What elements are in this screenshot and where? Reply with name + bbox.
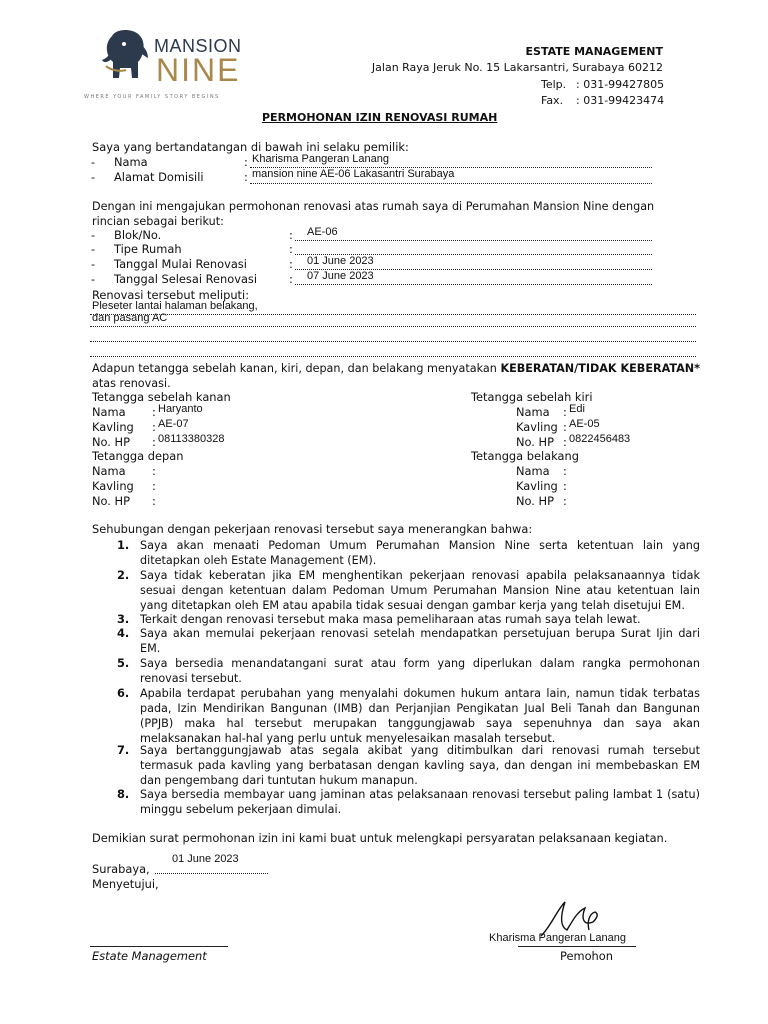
scope-line-1 [90,314,696,315]
neighbor-right-hp-value: 08113380328 [158,433,225,445]
date-line [155,873,268,874]
detail-value: 07 June 2023 [307,270,374,282]
neighbors-intro-2: atas renovasi. [92,377,171,390]
scope-label: Renovasi tersebut meliputi: [92,288,250,302]
document-title: PERMOHONAN IZIN RENOVASI RUMAH [262,111,498,124]
date-value: 01 June 2023 [172,853,239,865]
approved-label: Menyetujui, [92,877,159,891]
request-text: Dengan ini mengajukan permohonan renovasi atas rumah saya di Perumahan Mansion Nine dengan rincian sebagai berikut: [92,200,655,228]
closing-text: Demikian surat permohonan izin ini kami buat untuk melengkapi persyaratan pelaksanaan kegiatan. [92,831,668,845]
statement-text: Saya bersedia menandatangani surat atau form yang diperlukan dalam rangka permohonan renovasi tersebut. [140,657,700,685]
neighbor-back-name-colon: : [563,464,567,478]
estate-signature-line [90,946,228,947]
logo-text-mansion: MANSION [154,36,242,56]
logo-tagline: WHERE YOUR FAMILY STORY BEGINS [84,94,220,100]
scope-line-2 [90,326,696,327]
statement-number: 7. [117,743,130,757]
detail-colon: : [289,242,293,256]
neighbors-intro [92,361,700,391]
neighbor-left-hp-value: 0822456483 [569,433,631,445]
neighbor-left-name-colon: : [563,405,567,419]
neighbor-right-name-label: Nama [92,405,126,419]
statement-number: 2. [117,568,130,582]
statement-text: Saya akan memulai pekerjaan renovasi setelah mendapatkan persetujuan berupa Surat Ijin dari EM. [140,627,700,655]
applicant-label: Pemohon [560,949,613,963]
scope-line-4 [90,356,696,357]
statement-intro: Sehubungan dengan pekerjaan renovasi tersebut saya menerangkan bahwa: [92,522,533,536]
neighbor-front-name-label: Nama [92,464,126,478]
neighbor-right-kavling-label: Kavling [92,420,134,434]
detail-value: AE-06 [307,226,338,238]
neighbor-right-kavling-colon: : [152,420,156,434]
neighbor-right-heading: Tetangga sebelah kanan [92,390,231,404]
neighbor-left-kavling-colon: : [563,420,567,434]
owner-name-value: Kharisma Pangeran Lanang [252,153,389,165]
neighbor-right-hp-label: No. HP [92,435,130,449]
owner-address-bullet: - [91,170,96,184]
header-fax-label: Fax. [541,94,564,107]
statement-text: Saya akan menaati Pedoman Umum Perumahan Mansion Nine serta ketentuan lain yang ditetapkan oleh Estate Management (EM). [140,539,700,567]
neighbor-right-name-value: Haryanto [158,403,203,415]
statement-number: 4. [117,626,130,640]
neighbor-left-hp-colon: : [563,435,567,449]
header-telp-label: Telp. [541,78,567,91]
neighbor-right-name-colon: : [152,405,156,419]
header-telp-value: : 031-99427805 [576,78,665,91]
neighbor-back-heading: Tetangga belakang [471,449,579,463]
neighbor-right-hp-colon: : [152,435,156,449]
neighbor-back-name-label: Nama [516,464,550,478]
statement-number: 6. [117,686,130,700]
statement-number: 8. [117,787,130,801]
statement-text: Apabila terdapat perubahan yang menyalahi dokumen hukum antara lain, namun tidak terbatas pada, Izin Mendirikan Bangunan (IMB) dan Perjanjian Pengikatan Jual Beli Tanah dan Bangunan (PPJB) maka hal tersebut merupakan tanggungjawab saya sepenuhnya dan saya akan melaksanakan hal-hal yang perlu untuk menyelesaikan masalah tersebut. [140,687,700,745]
detail-bullet: - [91,272,96,286]
statement-text: Saya tidak keberatan jika EM menghentikan pekerjaan renovasi apabila pelaksanaannya tidak sesuai dengan ketentuan dalam Pedoman Umum Perumahan Mansion Nine atau ketentuan lain yang ditetapkan oleh EM atau apabila tidak sesuai dengan gambar kerja yang telah disetujui EM. [140,569,700,612]
owner-address-colon: : [244,170,248,184]
neighbor-front-name-colon: : [152,464,156,478]
neighbor-left-name-label: Nama [516,405,550,419]
owner-address-value: mansion nine AE-06 Lakasantri Surabaya [252,168,455,180]
owner-address-label: Alamat Domisili [114,170,204,184]
statement-text: Saya bertanggungjawab atas segala akibat yang ditimbulkan dari renovasi rumah tersebut termasuk pada kavling yang berbatasan dengan kavling saya, dan dengan ini membebaskan EM dan pengembang dari tuntutan hukum manapun. [140,744,700,787]
neighbor-back-kavling-colon: : [563,479,567,493]
statement-text: Terkait dengan renovasi tersebut maka masa pemeliharaan atas rumah saya telah lewat. [140,613,641,626]
detail-line [295,284,652,285]
detail-colon: : [289,257,293,271]
neighbor-front-heading: Tetangga depan [92,449,184,463]
owner-name-colon: : [244,155,248,169]
scope-value-line-2: dan pasang AC [92,312,168,324]
neighbors-intro-bold: KEBERATAN/TIDAK KEBERATAN* [500,362,701,375]
neighbor-front-hp-label: No. HP [92,494,130,508]
neighbor-back-hp-colon: : [563,494,567,508]
detail-bullet: - [91,257,96,271]
header-address: Jalan Raya Jeruk No. 15 Lakarsantri, Surabaya 60212 [371,61,663,74]
neighbor-right-kavling-value: AE-07 [158,418,189,430]
applicant-signature-line [518,946,636,947]
detail-label: Tipe Rumah [114,242,182,256]
detail-colon: : [289,272,293,286]
scope-value-line-1: Pleseter lantai halaman belakang, [92,300,258,312]
neighbor-front-kavling-label: Kavling [92,479,134,493]
owner-address-line [250,183,652,184]
detail-bullet: - [91,242,96,256]
neighbor-front-kavling-colon: : [152,479,156,493]
detail-value: 01 June 2023 [307,255,374,267]
header-fax-value: : 031-99423474 [576,94,665,107]
elephant-logo-icon [98,26,154,86]
detail-label: Blok/No. [114,228,162,242]
statement-number: 3. [117,612,130,626]
neighbor-left-hp-label: No. HP [516,435,554,449]
detail-label: Tanggal Mulai Renovasi [114,257,247,271]
owner-name-label: Nama [114,155,148,169]
statement-number: 5. [117,656,130,670]
neighbor-front-hp-colon: : [152,494,156,508]
detail-label: Tanggal Selesai Renovasi [114,272,258,286]
place-label: Surabaya, [92,862,150,876]
neighbor-back-hp-label: No. HP [516,494,554,508]
neighbor-left-heading: Tetangga sebelah kiri [471,390,593,404]
applicant-name: Kharisma Pangeran Lanang [489,932,626,944]
neighbors-intro-1: Adapun tetangga sebelah kanan, kiri, depan, dan belakang menyatakan [92,362,501,375]
neighbor-left-name-value: Edi [569,403,585,415]
detail-line [295,240,652,241]
intro-text: Saya yang bertandatangan di bawah ini selaku pemilik: [92,140,409,154]
logo-text-nine: NINE [156,52,241,88]
header-org: ESTATE MANAGEMENT [525,45,663,58]
detail-colon: : [289,228,293,242]
neighbor-left-kavling-value: AE-05 [569,418,600,430]
scope-line-3 [90,341,696,342]
neighbor-left-kavling-label: Kavling [516,420,558,434]
logo [84,22,256,108]
statement-text: Saya bersedia membayar uang jaminan atas pelaksanaan renovasi tersebut paling lambat 1 (satu) minggu sebelum pekerjaan dimulai. [140,788,700,816]
statement-number: 1. [117,538,130,552]
detail-bullet: - [91,228,96,242]
estate-signature-label: Estate Management [92,949,207,963]
owner-name-bullet: - [91,155,96,169]
neighbor-back-kavling-label: Kavling [516,479,558,493]
